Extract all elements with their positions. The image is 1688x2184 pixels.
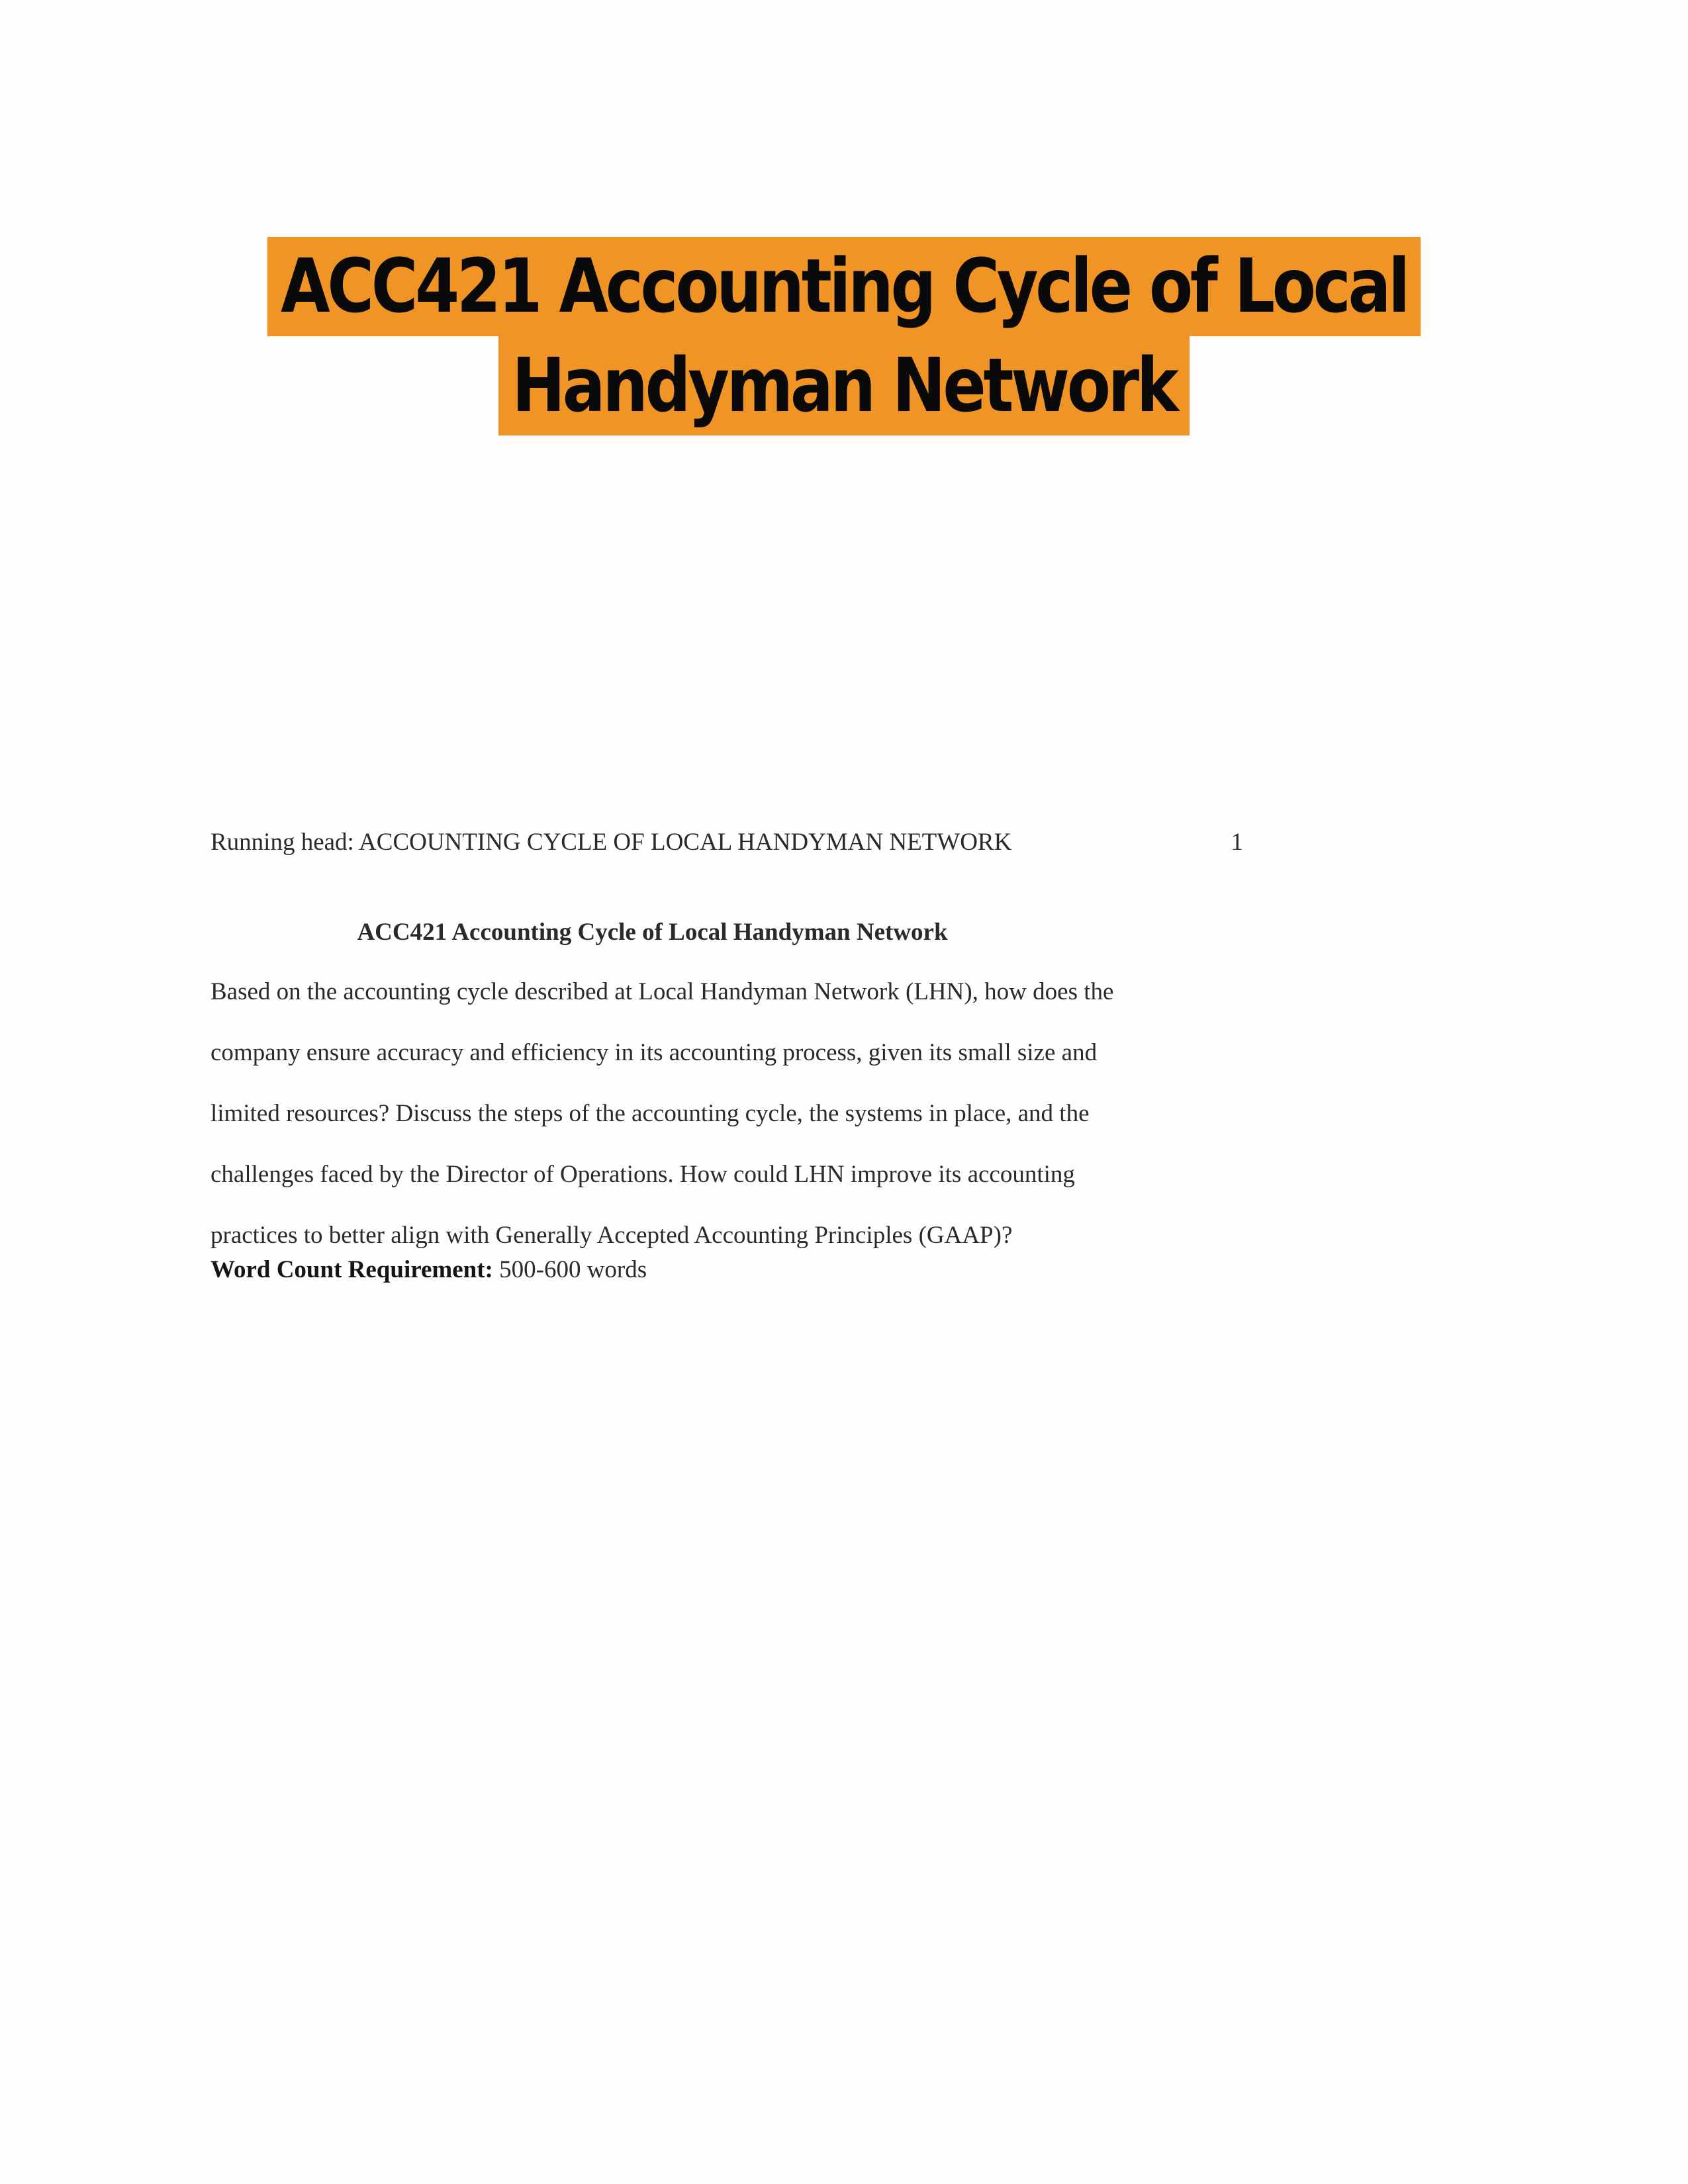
running-head — [211, 826, 1243, 859]
paragraph-line: Based on the accounting cycle described at Local Handyman Network (LHN), how does the — [211, 978, 1114, 1005]
running-head-text: Running head: ACCOUNTING CYCLE OF LOCAL HANDYMAN NETWORK — [211, 829, 1012, 856]
paragraph-line: company ensure accuracy and efficiency in its accounting process, given its small size and — [211, 1039, 1098, 1066]
paragraph-line: limited resources? Discuss the steps of the accounting cycle, the systems in place, and the — [211, 1100, 1090, 1127]
paper-page — [211, 826, 1243, 1287]
paper-title: ACC421 Accounting Cycle of Local Handyman Network — [357, 919, 948, 946]
word-count-value: 500-600 words — [492, 1256, 647, 1283]
prompt-paragraph — [211, 976, 1243, 1280]
page-number: 1 — [1231, 829, 1243, 856]
word-count-requirement — [211, 1253, 1243, 1287]
banner-title-line-1: ACC421 Accounting Cycle of Local — [267, 237, 1421, 336]
paragraph-line: practices to better align with Generally Accepted Accounting Principles (GAAP)? — [211, 1222, 1013, 1249]
paragraph-line: challenges faced by the Director of Operations. How could LHN improve its accounting — [211, 1161, 1075, 1188]
word-count-label: Word Count Requirement: — [211, 1256, 493, 1283]
banner-title-line-2: Handyman Network — [498, 336, 1190, 435]
banner-title — [118, 237, 1570, 435]
